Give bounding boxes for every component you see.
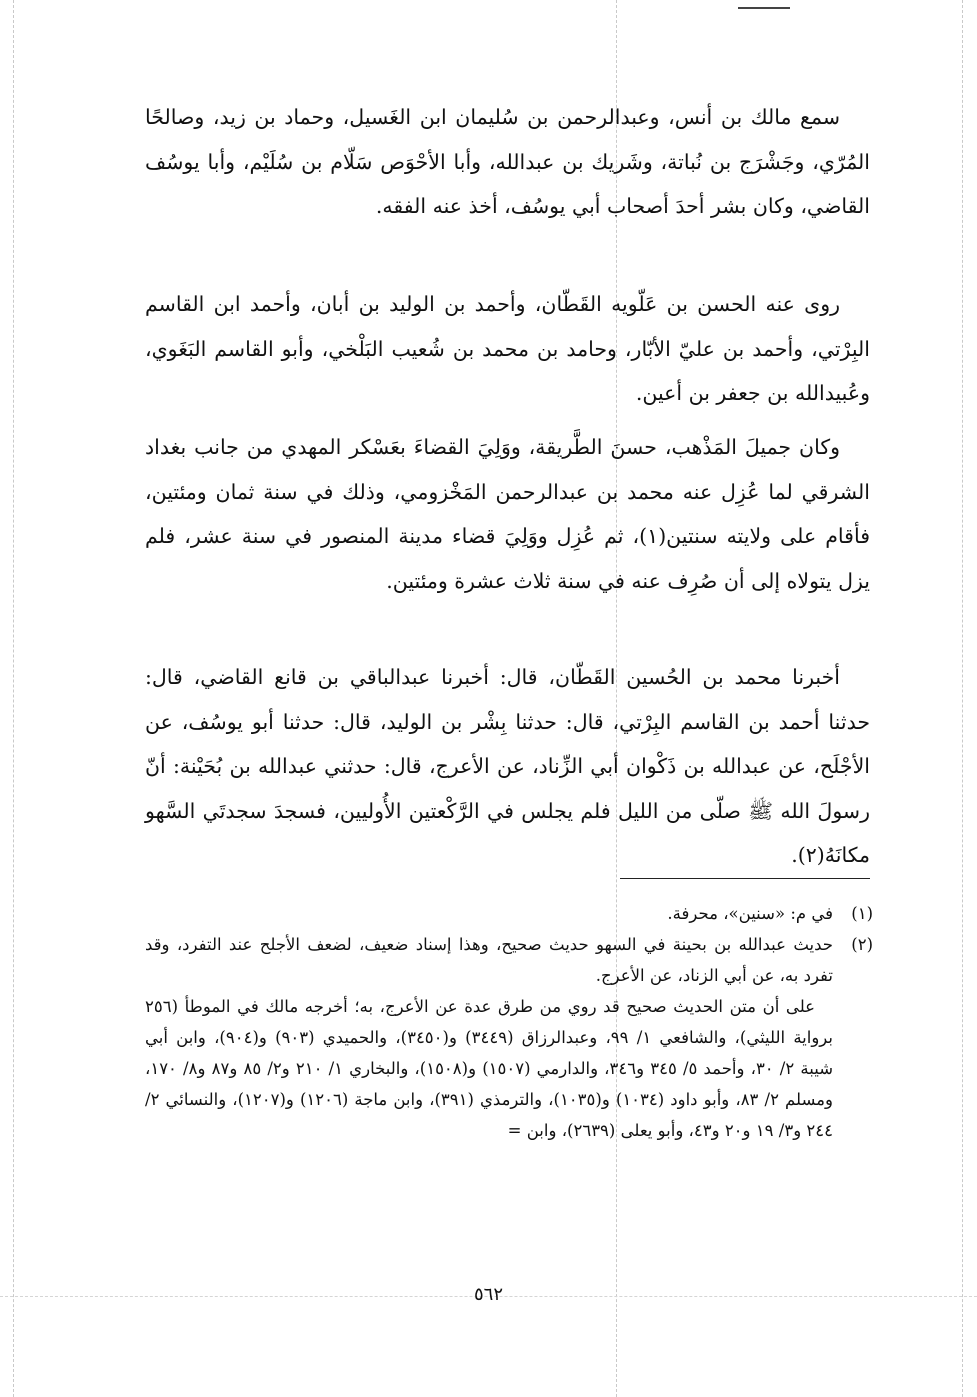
paragraph-3: وكان جميلَ المَذْهب، حسنَ الطَّريقة، ووَلِيَ القضاءَ بعَسْكر المهدي من جانب بغداد الشرقي لما عُزِل عنه محمد بن عبدالرحمن المَخْزومي، وذلك في سنة ثمان ومئتين، فأقام على ولايته سنتين(١)، ثم عُزِل ووَلِيَ قضاء مدينة المنصور في سنة عشر، فلم يزل يتولاه إلى أن صُرِف عنه في سنة ثلاث عشرة ومئتين. bbox=[145, 435, 871, 593]
footnotes bbox=[145, 898, 873, 1146]
footnote-2-continuation: على أن متن الحديث صحيح قد روي من طرق عدة عن الأعرج، به؛ أخرجه مالك في الموطأ (٢٥٦ برواية الليثي)، والشافعي ١/ ٩٩، وعبدالرزاق (٣٤٤٩) و(٣٤٥٠)، والحميدي (٩٠٣) و(٩٠٤)، وابن أبي شيبة ٢/ ٣٠، وأحمد ٥/ ٣٤٥ و٣٤٦، والدارمي (١٥٠٧) و(١٥٠٨)، والبخاري ١/ ٢١٠ و٢/ ٨٥ و٨٧ و٨/ ١٧٠، ومسلم ٢/ ٨٣، وأبو داود (١٠٣٤) و(١٠٣٥)، والترمذي (٣٩١)، وابن ماجة (١٢٠٦) و(١٢٠٧)، والنسائي ٢/ ٢٤٤ و٣/ ١٩ و٢٠ و٤٣، وأبو يعلى (٢٦٣٩)، وابن = bbox=[145, 997, 834, 1140]
paragraph-2: روى عنه الحسن بن عَلّويه القَطّان، وأحمد بن الوليد بن أبان، وأحمد ابن القاسم البِرْتي، وأحمد بن عليّ الأبّار، وحامد بن محمد بن شُعيب البَلْخي، وأبو القاسم البَغَوي، وعُبيدالله بن جعفر بن أعين. bbox=[145, 292, 870, 405]
footnote-number: (١) bbox=[851, 904, 873, 923]
footnote-number: (٢) bbox=[851, 935, 873, 954]
scan-artifact bbox=[962, 0, 963, 1397]
footnote-separator bbox=[620, 878, 870, 879]
footnote-text: في م: «سنين»، محرفة. bbox=[667, 904, 833, 923]
header-rule bbox=[738, 7, 790, 9]
footnote-1 bbox=[145, 898, 873, 929]
footnote-text: حديث عبدالله بن بحينة في السهو حديث صحيح، وهذا إسناد ضعيف، لضعف الأجلح عند التفرد، وقد تفرد به، عن أبي الزناد، عن الأعرج. bbox=[145, 935, 833, 985]
paragraph-1: سمع مالك بن أنس، وعبدالرحمن بن سُليمان ابن الغَسيل، وحماد بن زيد، وصالحًا المُرّي، وجَشْرَج بن نُباتة، وشَريك بن عبدالله، وأبا الأحْوَص سَلّام بن سُلَيْم، وأبا يوسُف القاضي، وكان بشر أحدَ أصحاب أبي يوسُف، أخذ عنه الفقه. bbox=[145, 105, 870, 218]
paragraph-4: أخبرنا محمد بن الحُسين القَطّان، قال: أخبرنا عبدالباقي بن قانع القاضي، قال: حدثنا أحمد بن القاسم البِرْتي، قال: حدثنا بِشْر بن الوليد، قال: حدثنا أبو يوسُف، عن الأجْلَح، عن عبدالله بن ذَكْوان أبي الزِّناد، عن الأعرج، قال: حدثني عبدالله بن بُحَيْنة: أنّ رسولَ الله ﷺ صلّى من الليل فلم يجلس في الرَّكْعتين الأُوليين، فسجدَ سجدتَي السَّهو مكانَهُ(٢). bbox=[145, 665, 870, 867]
scan-artifact bbox=[13, 0, 14, 1397]
footnote-2 bbox=[145, 929, 873, 991]
page-number: ٥٦٢ bbox=[473, 1284, 503, 1305]
